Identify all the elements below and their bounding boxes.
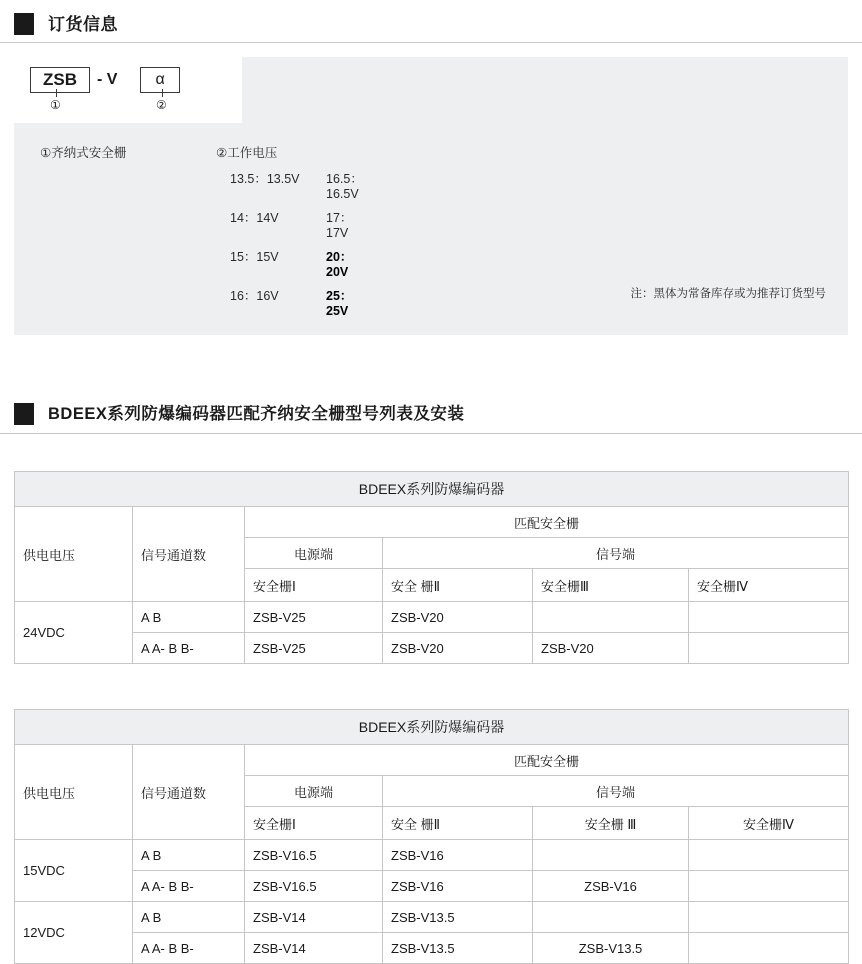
table-row-header-1	[15, 745, 849, 776]
cell-barrier-2: ZSB-V20	[383, 602, 533, 633]
leader-line-2	[162, 89, 163, 97]
cell-barrier-1: ZSB-V25	[245, 633, 383, 664]
cell-barrier-1: ZSB-V25	[245, 602, 383, 633]
legend-item-2	[216, 143, 363, 318]
legend-item-1: ①齐纳式安全栅	[40, 146, 127, 160]
section-marker-bar	[14, 403, 34, 425]
marker-circle-2: ②	[156, 98, 167, 112]
section-title-ordering: 订货信息	[48, 14, 118, 34]
table-title: BDEEX系列防爆编码器	[15, 472, 849, 507]
header-barrier-2: 安全 栅Ⅱ	[383, 569, 533, 602]
section-title-matching: BDEEX系列防爆编码器匹配齐纳安全栅型号列表及安装	[48, 405, 465, 423]
header-supply-voltage: 供电电压	[15, 745, 133, 840]
cell-signal-channels: A B	[133, 902, 245, 933]
cell-barrier-1: ZSB-V16.5	[245, 871, 383, 902]
header-barrier-1: 安全栅Ⅰ	[245, 569, 383, 602]
cell-signal-channels: A B	[133, 602, 245, 633]
cell-supply-voltage: 24VDC	[15, 602, 133, 664]
cell-barrier-4	[689, 902, 849, 933]
cell-barrier-2: ZSB-V13.5	[383, 933, 533, 964]
table-title: BDEEX系列防爆编码器	[15, 710, 849, 745]
table-row	[15, 633, 849, 664]
stock-note: 注：黑体为常备库存或为推荐订货型号	[630, 288, 826, 300]
order-code-row	[30, 67, 180, 93]
cell-barrier-3	[533, 902, 689, 933]
table-row	[15, 840, 849, 871]
section-header-matching	[0, 395, 862, 434]
order-code-box	[14, 57, 242, 123]
header-signal-end: 信号端	[383, 776, 849, 807]
ordering-info-panel	[14, 57, 848, 335]
table-24vdc-matching	[14, 471, 849, 664]
cell-barrier-1: ZSB-V14	[245, 902, 383, 933]
cell-barrier-3: ZSB-V13.5	[533, 933, 689, 964]
cell-barrier-2: ZSB-V20	[383, 633, 533, 664]
cell-barrier-4	[689, 840, 849, 871]
cell-signal-channels: A A- B B-	[133, 633, 245, 664]
table-row	[15, 933, 849, 964]
header-matching-barrier: 匹配安全栅	[245, 507, 849, 538]
header-signal-end: 信号端	[383, 538, 849, 569]
cell-signal-channels: A B	[133, 840, 245, 871]
table-15vdc-12vdc-matching	[14, 709, 849, 964]
cell-barrier-4	[689, 871, 849, 902]
section-marker-bar	[14, 13, 34, 35]
table-row	[15, 602, 849, 633]
header-signal-channels: 信号通道数	[133, 745, 245, 840]
cell-signal-channels: A A- B B-	[133, 933, 245, 964]
header-barrier-4: 安全栅Ⅳ	[689, 569, 849, 602]
header-barrier-3: 安全栅Ⅲ	[533, 569, 689, 602]
cell-barrier-4	[689, 633, 849, 664]
table-row-header-1	[15, 507, 849, 538]
header-matching-barrier: 匹配安全栅	[245, 745, 849, 776]
voltage-option: 13.5：13.5V	[230, 172, 300, 186]
order-code-marks	[30, 93, 230, 117]
table-row	[15, 871, 849, 902]
cell-supply-voltage: 12VDC	[15, 902, 133, 964]
header-power-end: 电源端	[245, 538, 383, 569]
marker-circle-1: ①	[50, 98, 61, 112]
cell-barrier-4	[689, 933, 849, 964]
cell-barrier-3	[533, 840, 689, 871]
cell-barrier-2: ZSB-V13.5	[383, 902, 533, 933]
cell-supply-voltage: 15VDC	[15, 840, 133, 902]
cell-barrier-3	[533, 602, 689, 633]
header-barrier-1: 安全栅Ⅰ	[245, 807, 383, 840]
header-signal-channels: 信号通道数	[133, 507, 245, 602]
voltage-option: 20：20V	[326, 250, 353, 279]
header-barrier-4: 安全栅Ⅳ	[689, 807, 849, 840]
cell-barrier-3: ZSB-V20	[533, 633, 689, 664]
voltage-option: 25：25V	[326, 289, 353, 318]
cell-signal-channels: A A- B B-	[133, 871, 245, 902]
cell-barrier-2: ZSB-V16	[383, 840, 533, 871]
voltage-option: 16.5：16.5V	[326, 172, 363, 201]
section-header-ordering	[0, 6, 862, 43]
cell-barrier-2: ZSB-V16	[383, 871, 533, 902]
leader-line-1	[56, 89, 57, 97]
voltage-option: 14：14V	[230, 211, 279, 225]
legend-item-2-title: ②工作电压	[216, 146, 278, 160]
header-power-end: 电源端	[245, 776, 383, 807]
order-code-part2: α	[140, 67, 179, 93]
voltage-option: 15：15V	[230, 250, 279, 264]
voltage-option-grid	[230, 169, 363, 318]
table-row-title	[15, 710, 849, 745]
cell-barrier-1: ZSB-V14	[245, 933, 383, 964]
cell-barrier-3: ZSB-V16	[533, 871, 689, 902]
cell-barrier-4	[689, 602, 849, 633]
table-row-title	[15, 472, 849, 507]
voltage-option: 17：17V	[326, 211, 353, 240]
order-code-dash: - V	[97, 71, 118, 88]
header-supply-voltage: 供电电压	[15, 507, 133, 602]
order-code-part1: ZSB	[30, 67, 90, 93]
cell-barrier-1: ZSB-V16.5	[245, 840, 383, 871]
header-barrier-3: 安全栅 Ⅲ	[533, 807, 689, 840]
header-barrier-2: 安全 栅Ⅱ	[383, 807, 533, 840]
table-row	[15, 902, 849, 933]
voltage-option: 16：16V	[230, 289, 279, 303]
